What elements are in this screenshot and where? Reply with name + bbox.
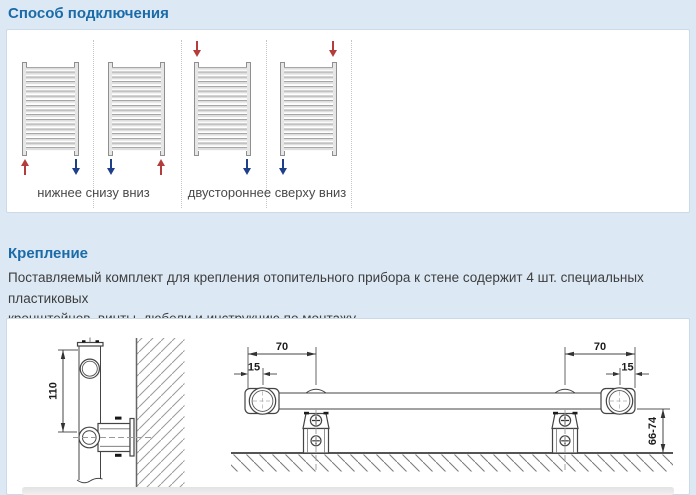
- flow-up-arrow-icon: [20, 159, 29, 175]
- flow-down-arrow-icon: [242, 159, 251, 175]
- bracket-clip-top: [306, 389, 326, 393]
- rungs: [198, 67, 247, 151]
- mounting-technical-drawing: [7, 319, 689, 494]
- dimension-15-right-label: 15: [621, 361, 634, 374]
- mounting-section-title: Крепление: [8, 245, 89, 262]
- pipe-break-line: [77, 478, 103, 482]
- flow-down-arrow-icon: [278, 159, 287, 175]
- rungs: [112, 67, 161, 151]
- flow-down-arrow-icon: [328, 41, 337, 57]
- flow-down-arrow-icon: [192, 41, 201, 57]
- flow-down-arrow-icon: [106, 159, 115, 175]
- flow-down-arrow-icon: [71, 159, 80, 175]
- dimension-70-right-label: 70: [593, 341, 607, 353]
- side-view-drawing: [48, 338, 185, 491]
- dimension-66-74-label: 66-74: [647, 416, 659, 446]
- connection-section-title: Способ подключения: [8, 5, 169, 22]
- scheme-divider: [93, 40, 94, 208]
- towel-rail-scheme-4: [280, 62, 337, 156]
- bottom-divider: [22, 487, 674, 495]
- towel-rail-scheme-1: [22, 62, 79, 156]
- flow-up-arrow-icon: [156, 159, 165, 175]
- scheme-divider: [266, 40, 267, 208]
- mounting-description-line: Поставляемый комплект для крепления отопительного прибора к стене содержит 4 шт. специальных пластиковых: [8, 270, 644, 306]
- front-view-drawing: [231, 341, 673, 472]
- pipe-top-cap: [78, 343, 104, 347]
- towel-rail-scheme-2: [108, 62, 165, 156]
- mounting-drawings-panel: [6, 318, 690, 495]
- wall-hatch: [137, 338, 185, 490]
- dimension-15-left-label: 15: [247, 361, 261, 374]
- scheme-caption-two-sided: двустороннее сверху вниз: [187, 185, 347, 200]
- dimension-110-label: 110: [47, 382, 60, 400]
- rungs: [26, 67, 75, 151]
- rung-cross-section: [80, 359, 99, 378]
- ground-hatch: [231, 455, 673, 472]
- towel-rail-scheme-3: [194, 62, 251, 156]
- scheme-divider: [351, 40, 352, 208]
- dimension-70-left-label: 70: [275, 341, 289, 353]
- connection-schemes-panel: [6, 29, 690, 213]
- bracket-clip-top: [555, 389, 575, 393]
- rungs: [284, 67, 333, 151]
- scheme-caption-bottom: нижнее снизу вниз: [37, 185, 150, 200]
- scheme-divider: [181, 40, 182, 208]
- towel-tube: [279, 393, 603, 409]
